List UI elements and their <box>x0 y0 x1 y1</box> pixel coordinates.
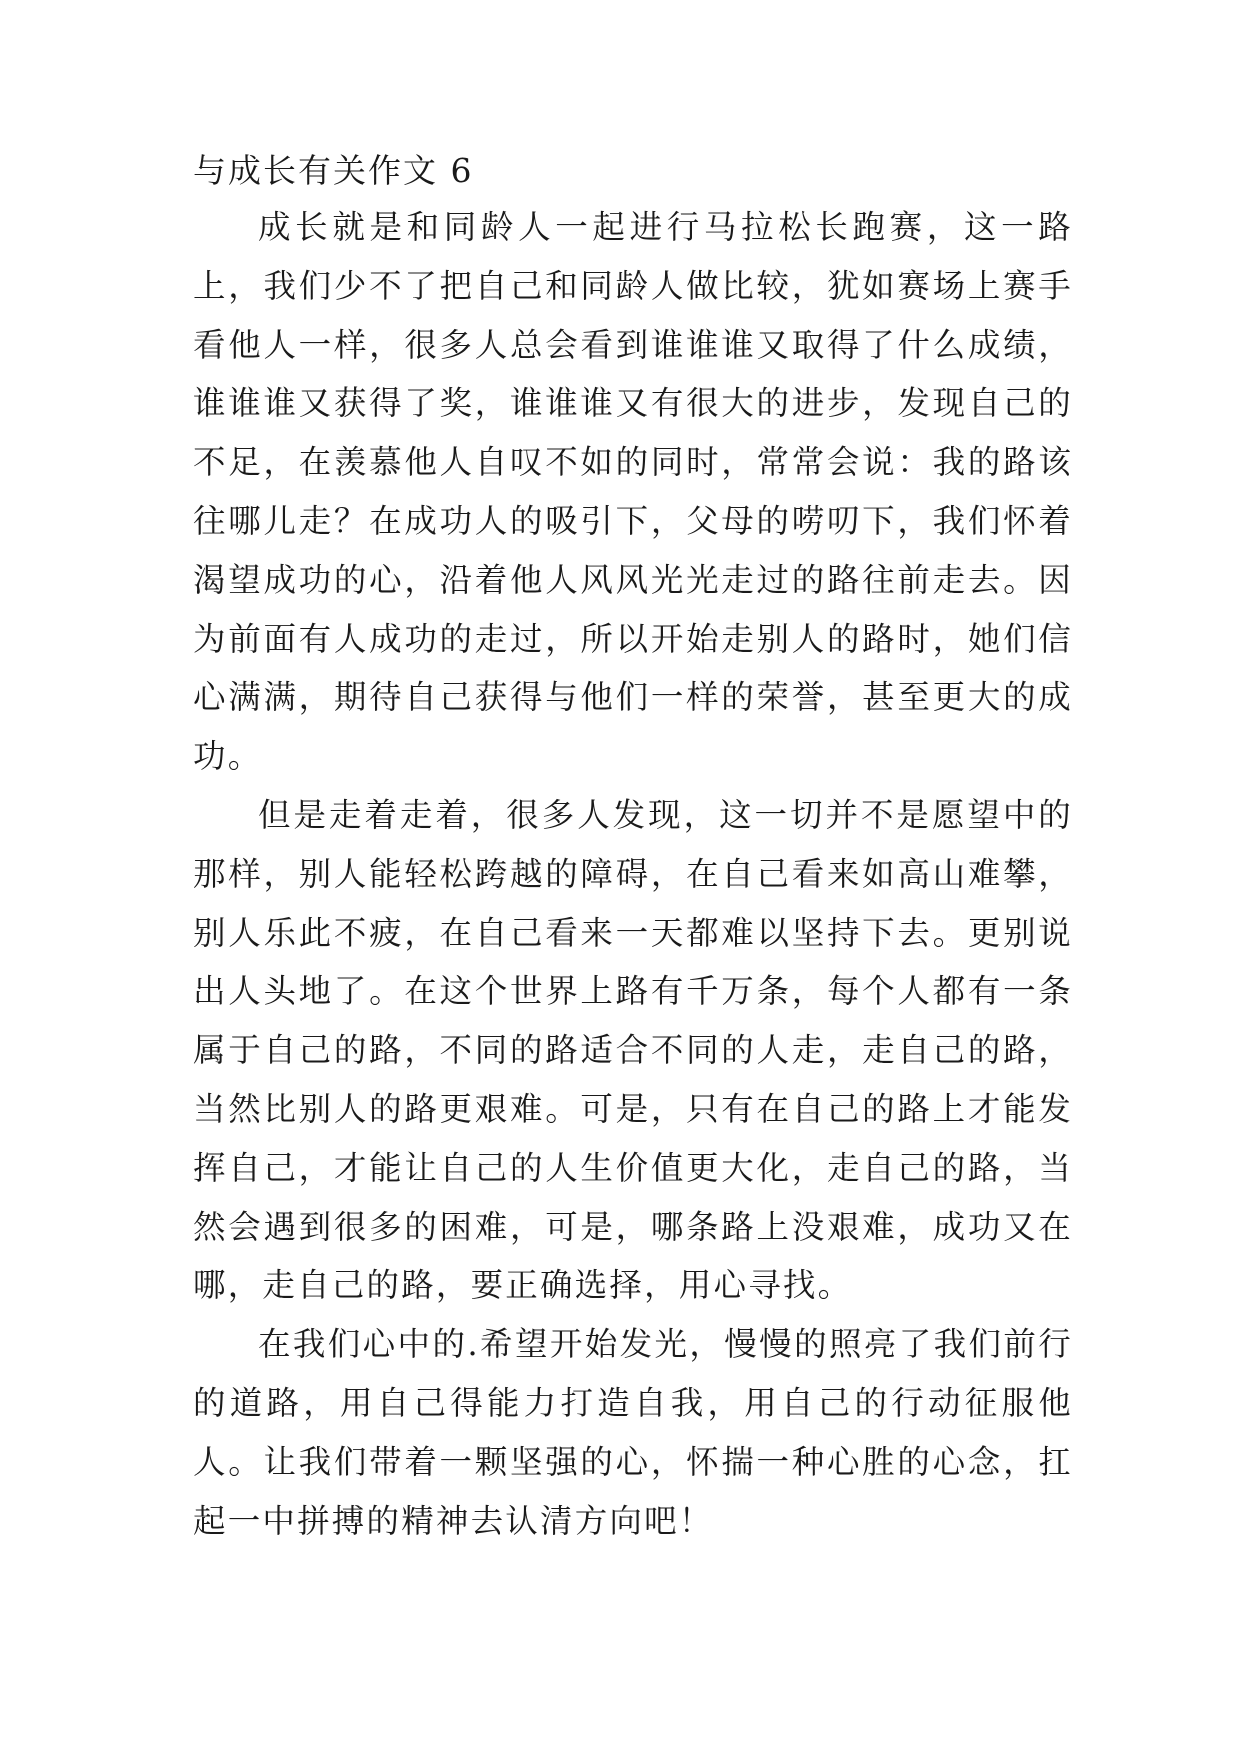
document-body <box>193 146 1073 1550</box>
document-title: 与成长有关作文 6 <box>193 151 474 190</box>
paragraph-1: 成长就是和同龄人一起进行马拉松长跑赛，这一路上，我们少不了把自己和同龄人做比较，犹如赛场上赛手看他人一样，很多人总会看到谁谁谁又取得了什么成绩，谁谁谁又获得了奖，谁谁谁又有很大的进步，发现自己的不足，在羡慕他人自叹不如的同时，常常会说：我的路该往哪儿走？在成功人的吸引下，父母的唠叨下，我们怀着渴望成功的心，沿着他人风风光光走过的路往前走去。因为前面有人成功的走过，所以开始走别人的路时，她们信心满满，期待自己获得与他们一样的荣誉，甚至更大的成功。 <box>193 208 1073 776</box>
paragraph-2: 但是走着走着，很多人发现，这一切并不是愿望中的那样，别人能轻松跨越的障碍，在自己看来如高山难攀，别人乐此不疲，在自己看来一天都难以坚持下去。更别说出人头地了。在这个世界上路有千万条，每个人都有一条属于自己的路，不同的路适合不同的人走，走自己的路，当然比别人的路更艰难。可是，只有在自己的路上才能发挥自己，才能让自己的人生价值更大化，走自己的路，当然会遇到很多的困难，可是，哪条路上没艰难，成功又在哪，走自己的路，要正确选择，用心寻找。 <box>193 795 1073 1305</box>
paragraph-3: 在我们心中的.希望开始发光，慢慢的照亮了我们前行的道路，用自己得能力打造自我，用自己的行动征服他人。让我们带着一颗坚强的心，怀揣一种心胜的心念，扛起一中拼搏的精神去认清方向吧！ <box>193 1325 1073 1540</box>
